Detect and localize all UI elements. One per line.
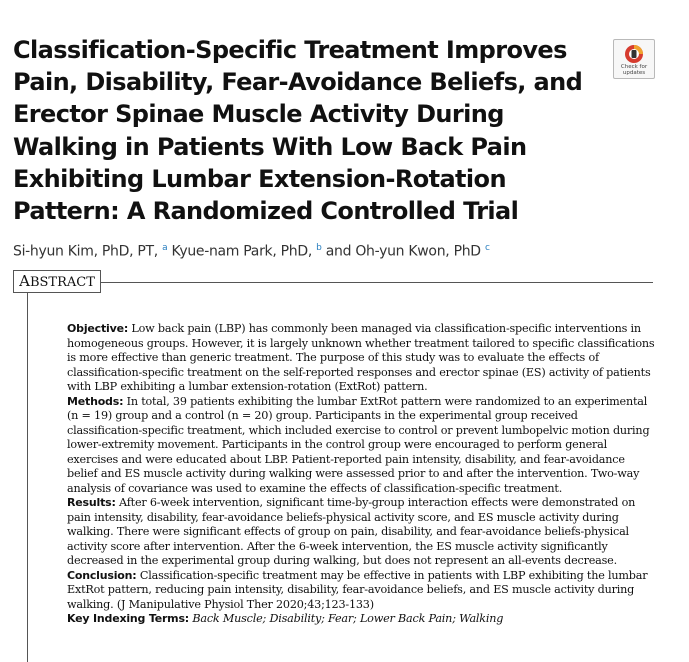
section-label: Objective: <box>67 322 129 335</box>
section-label: Results: <box>67 496 116 509</box>
section-label: Conclusion: <box>67 568 137 582</box>
keywords-label: Key Indexing Terms: <box>67 612 189 625</box>
affiliation-link[interactable]: b <box>316 243 322 253</box>
keywords-text: Back Muscle; Disability; Fear; Lower Back Pain; Walking <box>192 612 504 625</box>
abstract-results <box>67 496 655 569</box>
affiliation-link[interactable]: a <box>162 243 168 253</box>
article-title: Classification-Specific Treatment Improves Pain, Disability, Fear-Avoidance Beliefs, and Erector Spinae Muscle Activity During Walking in Patients With Low Back Pain Exhibiting Lumbar Extension-Rotation Pattern: A Randomized Controlled Trial <box>13 36 583 226</box>
abstract-heading: ABSTRACT <box>13 270 101 293</box>
abstract-body <box>67 322 655 627</box>
abstract-objective <box>67 322 655 395</box>
affiliation-link[interactable]: c <box>484 243 490 253</box>
section-text: Classification-specific treatment may be effective in patients with LBP exhibiting the lumbar ExtRot pattern, reducing pain intensity, disability, fear-avoidance beliefs, and ES muscle activity during walking. (J Manipulative Physiol Ther 2020;43;123-133) <box>67 568 648 611</box>
author-name: and Oh-yun Kwon, PhD <box>325 243 481 260</box>
abstract-methods <box>67 395 655 497</box>
section-text: After 6-week intervention, significant time-by-group interaction effects were demonstrated on pain intensity, disability, fear-avoidance beliefs-physical activity score, and ES muscle activity during walking. There were significant effects of group on pain, disability, and fear-avoidance beliefs-physical activity score after intervention. After the 6-week intervention, the ES muscle activity significantly decreased in the experimental group during walking, but does not represent an all-events decrease. <box>67 496 636 567</box>
crossmark-icon <box>624 44 644 64</box>
abstract-keywords <box>67 612 655 627</box>
section-text: In total, 39 patients exhibiting the lumbar ExtRot pattern were randomized to an experimental (n = 19) group and a control (n = 20) group. Participants in the experimental group received classification-specific treatment, which included exercise to control or prevent lumbopelvic motion during lower-extremity movement. Participants in the control group were encouraged to perform general exercises and were educated about LBP. Patient-reported pain intensity, disability, and fear-avoidance belief and ES muscle activity during walking were assessed prior to and after the intervention. Two-way analysis of covariance was used to examine the effects of classification-specific treatment. <box>67 394 650 495</box>
section-text: Low back pain (LBP) has commonly been managed via classification-specific interventions in homogeneous groups. However, it is largely unknown whether treatment tailored to specific classifications is more effective than generic treatment. The purpose of this study was to evaluate the effects of classification-specific treatment on the self-reported responses and erector spinae (ES) activity of patients with LBP exhibiting a lumbar extension-rotation (ExtRot) pattern. <box>67 322 655 393</box>
abstract-conclusion <box>67 569 655 613</box>
author-list <box>13 243 490 260</box>
check-for-updates-badge[interactable] <box>613 39 655 79</box>
author-name: Si-hyun Kim, PhD, PT, <box>13 243 158 260</box>
section-label: Methods: <box>67 394 124 408</box>
abstract-side-rule <box>27 293 28 662</box>
badge-label: Check for updates <box>620 64 648 76</box>
author-name: Kyue-nam Park, PhD, <box>171 243 312 260</box>
abstract-divider <box>101 282 653 283</box>
